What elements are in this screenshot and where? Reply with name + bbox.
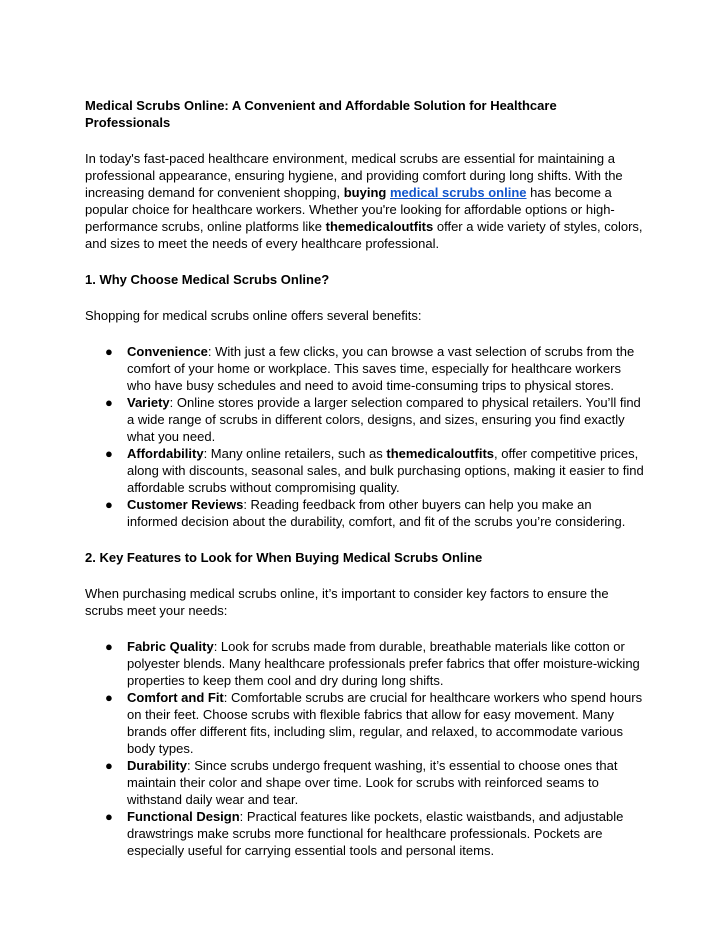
bullet-icon: ● [105,758,113,773]
list-item [85,343,645,394]
intro-bold-buying: buying [343,185,387,200]
item-text-2: , offer competitive prices, along with discounts, seasonal sales, and bulk purchasing options, making it easier to find affordable scrubs without compromising quality. [127,446,644,495]
section1-lead: Shopping for medical scrubs online offers several benefits: [85,308,422,323]
list-item [85,638,645,689]
item-text: : Look for scrubs made from durable, breathable materials like cotton or polyester blends. Many healthcare professionals prefer fabrics that offer moisture-wicking properties to keep them cool and dry during long shifts. [127,639,640,688]
item-term: Convenience [127,344,208,359]
item-term: Durability [127,758,187,773]
bullet-icon: ● [105,395,113,410]
list-item [85,445,645,496]
bullet-icon: ● [105,639,113,654]
item-text: : With just a few clicks, you can browse a vast selection of scrubs from the comfort of your home or workplace. This saves time, especially for healthcare workers who have busy schedules and need to avoid time-consuming trips to physical stores. [127,344,635,393]
bullet-icon: ● [105,690,113,705]
list-item [85,808,645,859]
item-term: Customer Reviews [127,497,244,512]
section1-list [85,343,645,530]
item-text: : Practical features like pockets, elastic waistbands, and adjustable drawstrings make scrubs more functional for healthcare professionals. Pockets are especially useful for carrying essential tools and personal items. [127,809,624,858]
bullet-icon: ● [105,809,113,824]
section1-heading: 1. Why Choose Medical Scrubs Online? [85,272,330,287]
document-body [85,97,645,878]
bullet-icon: ● [105,344,113,359]
list-item [85,689,645,757]
section2-heading: 2. Key Features to Look for When Buying Medical Scrubs Online [85,550,483,565]
item-text: : Online stores provide a larger selection compared to physical retailers. You’ll find a wide range of scrubs in different colors, designs, and sizes, ensuring you find exactly what you need. [127,395,641,444]
medical-scrubs-online-link[interactable]: medical scrubs online [389,185,527,200]
intro-text-1: In today's fast-paced healthcare environment, medical scrubs are essential for maintaining a professional appearance, ensuring hygiene, and providing comfort during long shifts. With the increasing demand for convenient shopping, [85,151,623,200]
item-term: Fabric Quality [127,639,214,654]
intro-bold-brand: themedicaloutfits [325,219,434,234]
section2-list [85,638,645,859]
intro-paragraph [85,150,645,252]
section2-lead: When purchasing medical scrubs online, it’s important to consider key factors to ensure the scrubs meet your needs: [85,586,609,618]
item-term: Functional Design [127,809,240,824]
item-term: Affordability [127,446,204,461]
item-text: : Many online retailers, such as [203,446,387,461]
document-title: Medical Scrubs Online: A Convenient and Affordable Solution for Healthcare Professionals [85,98,557,130]
item-term: Variety [127,395,170,410]
item-text: : Since scrubs undergo frequent washing, it’s essential to choose ones that maintain their color and shape over time. Look for scrubs with reinforced seams to withstand daily wear and tear. [127,758,618,807]
list-item [85,394,645,445]
bullet-icon: ● [105,497,113,512]
item-text: : Comfortable scrubs are crucial for healthcare workers who spend hours on their feet. Choose scrubs with flexible fabrics that allow for easy movement. Many brands offer different fits, including slim, regular, and relaxed, to accommodate various body types. [127,690,643,756]
item-text: : Reading feedback from other buyers can help you make an informed decision about the durability, comfort, and fit of the scrubs you’re considering. [127,497,626,529]
item-term: Comfort and Fit [127,690,224,705]
intro-text-2: has become a popular choice for healthcare workers. Whether you're looking for affordable options or high-performance scrubs, online platforms like [85,185,615,234]
item-term-brand: themedicaloutfits [386,446,494,461]
list-item [85,757,645,808]
intro-text-3: offer a wide variety of styles, colors, and sizes to meet the needs of every healthcare professional. [85,219,643,251]
bullet-icon: ● [105,446,113,461]
list-item [85,496,645,530]
